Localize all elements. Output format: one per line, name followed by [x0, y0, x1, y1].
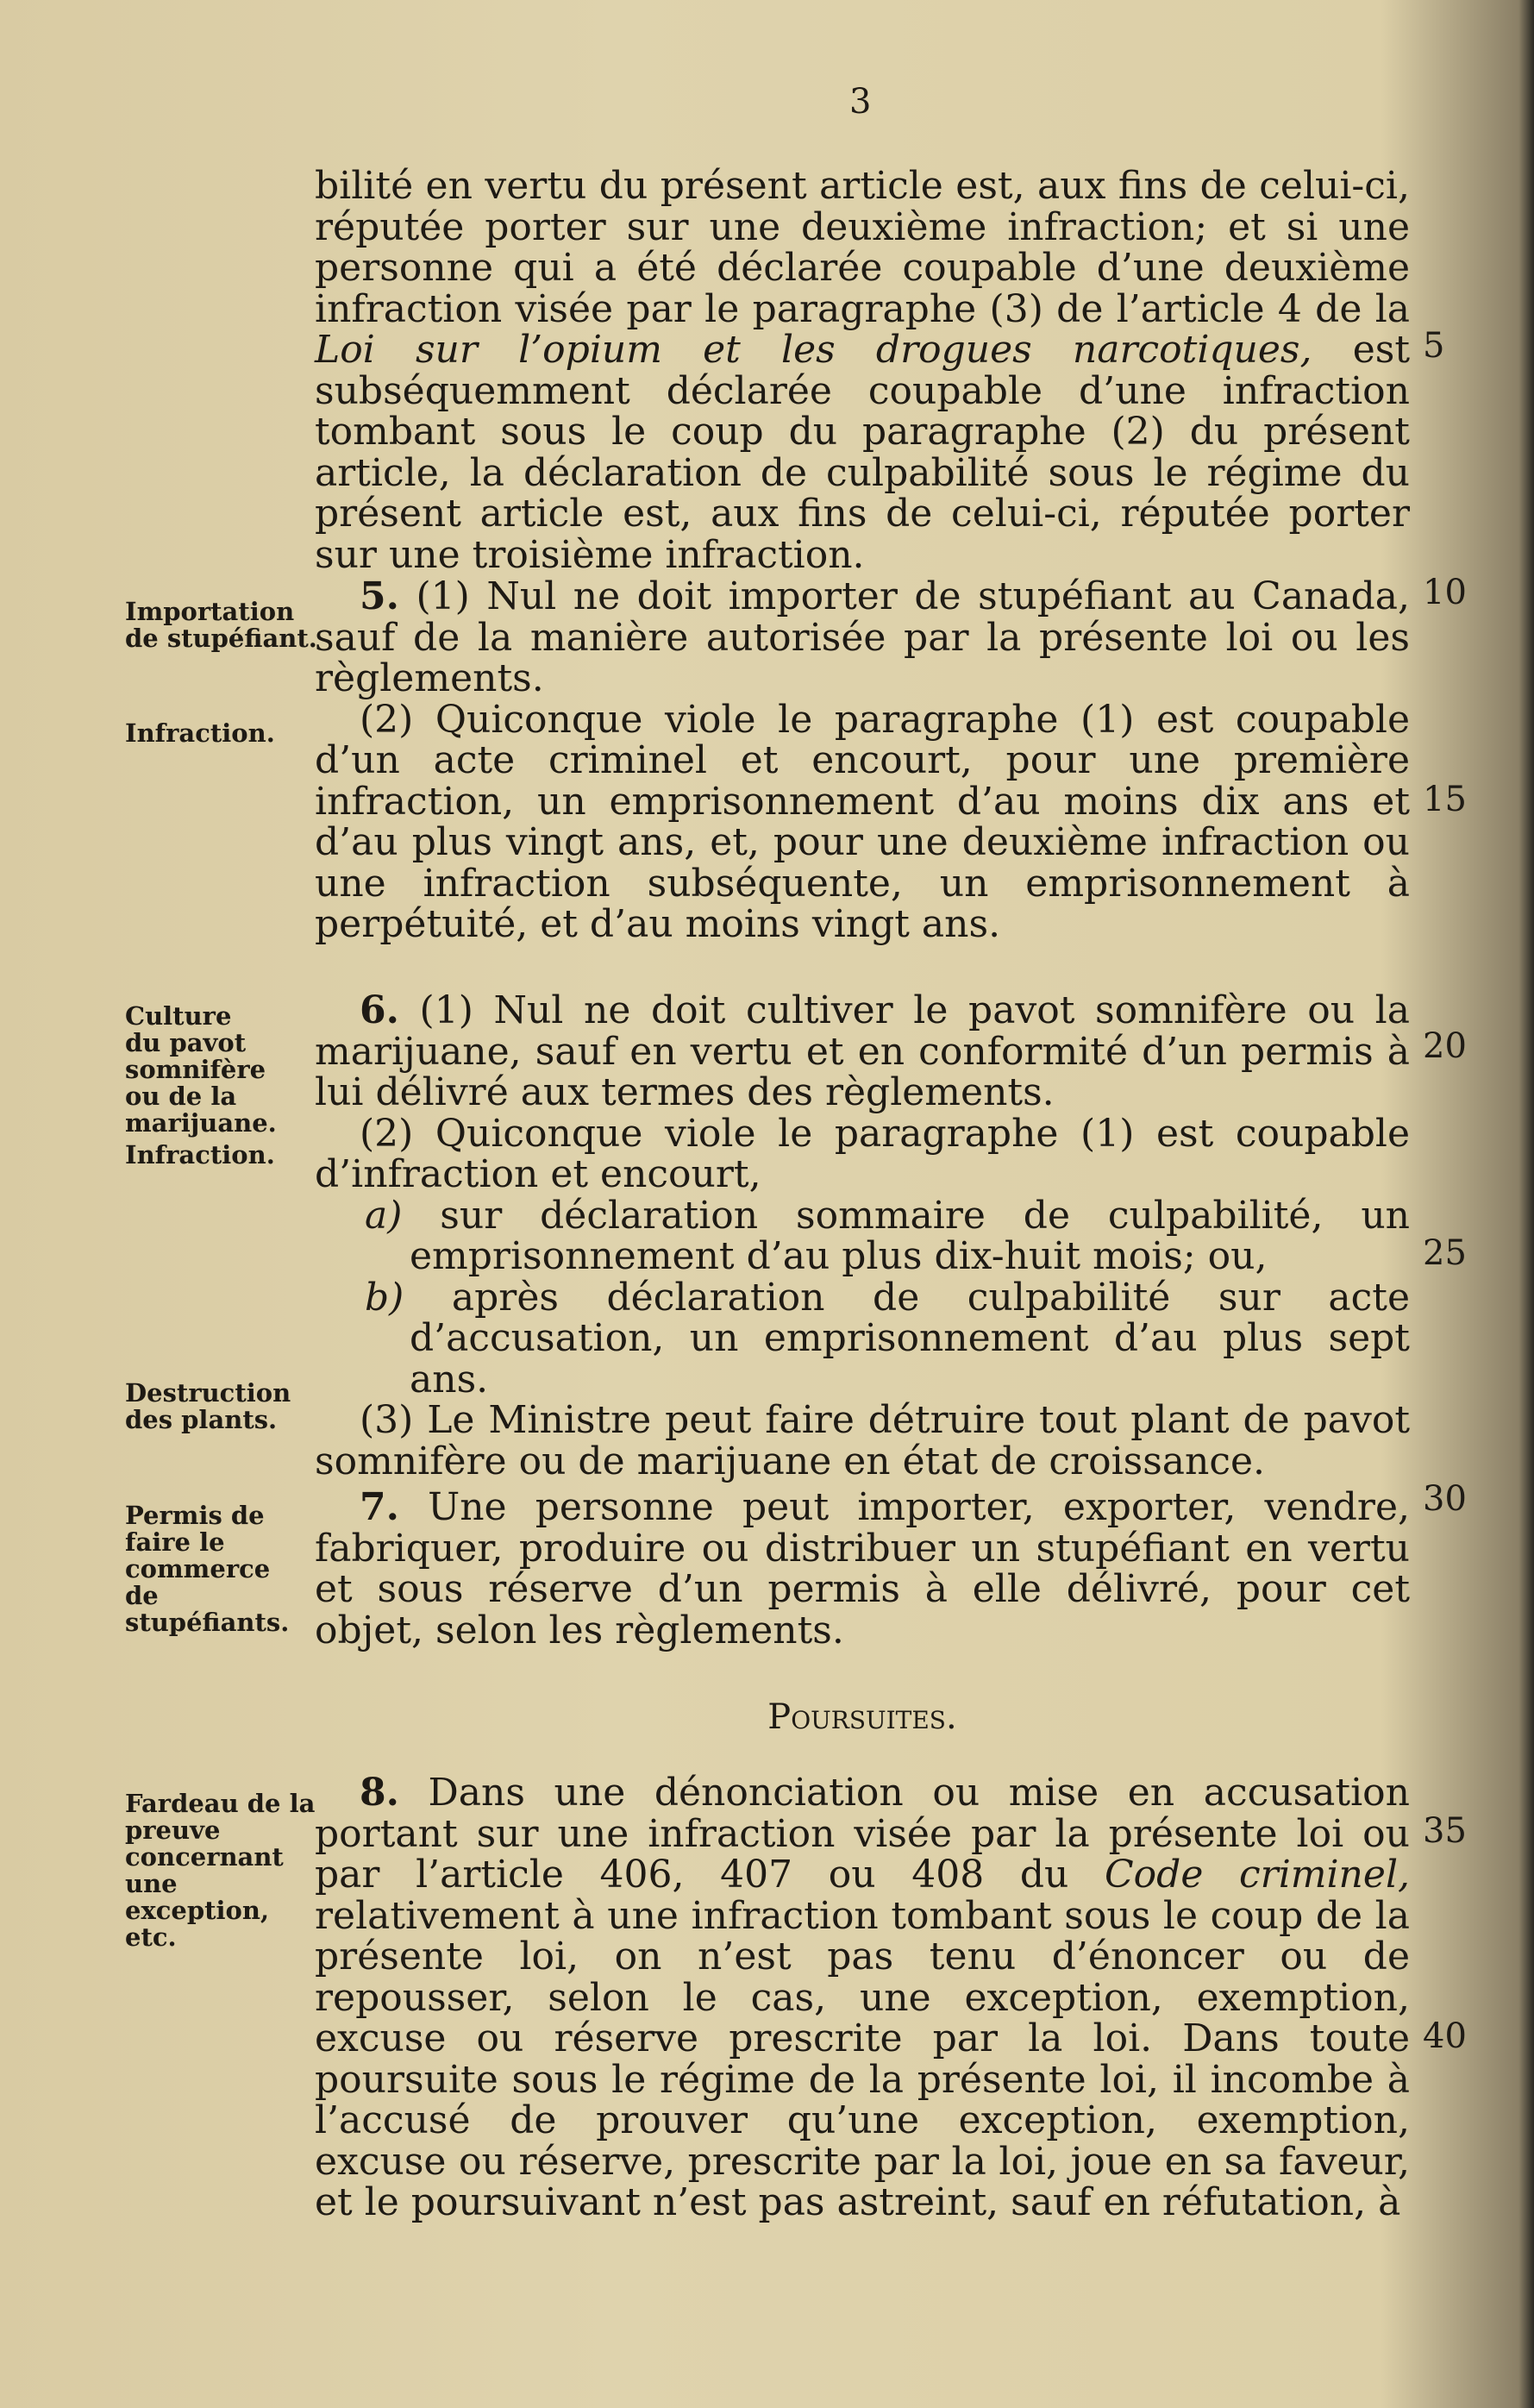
line-number: 5 — [1423, 326, 1445, 366]
section-heading: Poursuites. — [767, 1697, 957, 1737]
margin-note-infraction: Infraction. — [125, 718, 275, 748]
margin-note-destruction: Destruction des plants. — [125, 1378, 291, 1434]
margin-note-importation: Importation de stupéfiant. — [125, 597, 317, 653]
margin-note-fardeau: Fardeau de la preuve concernant une exception, etc. — [125, 1789, 316, 1952]
section-5: 5. (1) Nul ne doit importer de stupéfiant au Canada, sauf de la manière autorisée par la présente loi ou les règlements. (2) Quiconque viole le paragraphe (1) est coupable d’un acte criminel et encourt, pour une première infraction, un emprisonnement d’au moins dix ans et d’au plus vingt ans, et, pour une deuxième infraction ou une infraction subséquente, un emprisonnement à perpétuité, et d’au moins vingt ans. — [315, 574, 1410, 946]
margin-note-culture: Culture du pavot somnifère ou de la marijuane. — [125, 1001, 277, 1138]
line-number: 40 — [1423, 2016, 1467, 2056]
line-number: 35 — [1423, 1811, 1467, 1851]
line-number: 20 — [1423, 1026, 1467, 1066]
section-8: 8. Dans une dénonciation ou mise en accusation portant sur une infraction visée par la présente loi ou par l’article 406, 407 ou 408 du Code criminel, relativement à une infraction tombant sous le coup de la présente loi, on n’est pas tenu d’énoncer ou de repousser, selon le cas, une exception, exemption, excuse ou réserve prescrite par la loi. Dans toute poursuite sous le régime de la présente loi, il incombe à l’accusé de prouver qu’une exception, exemption, excuse ou réserve, prescrite par la loi, joue en sa faveur, et le poursuivant n’est pas astreint, sauf en réfutation, à — [315, 1771, 1410, 2224]
line-number: 25 — [1423, 1233, 1467, 1273]
page-number: 3 — [849, 82, 872, 122]
line-number: 10 — [1423, 573, 1467, 612]
margin-note-infraction-2: Infraction. — [125, 1140, 275, 1170]
line-number: 15 — [1423, 780, 1467, 819]
continuation-paragraph: bilité en vertu du présent article est, aux fins de celui-ci, réputée porter sur une deuxième infraction; et si une personne qui a été déclarée coupable d’une deuxième infraction visée par le paragraphe (3) de l’article 4 de la Loi sur l’opium et les drogues narcotiques, est subséquemment déclarée coupable d’une infraction tombant sous le coup du paragraphe (2) du présent article, la déclaration de culpabilité sous le régime du présent article est, aux fins de celui-ci, réputée porter sur une troisième infraction. — [315, 164, 1410, 577]
section-7: 7. Une personne peut importer, exporter, vendre, fabriquer, produire ou distribuer un stupéfiant en vertu et sous réserve d’un permis à elle délivré, pour cet objet, selon les règlements. — [315, 1485, 1410, 1652]
section-6: 6. (1) Nul ne doit cultiver le pavot somnifère ou la marijuane, sauf en vertu et en conformité d’un permis à lui délivré aux termes des règlements. (2) Quiconque viole le paragraphe (1) est coupable d’infraction et encourt, a) sur déclaration sommaire de culpabilité, un emprisonnement d’au plus dix-huit mois; ou, b) après déclaration de culpabilité sur acte d’accusation, un emprisonnement d’au plus sept ans. (3) Le Ministre peut faire détruire tout plant de pavot somnifère ou de marijuane en état de croissance. — [315, 988, 1410, 1483]
line-number: 30 — [1423, 1479, 1467, 1519]
margin-note-permis: Permis de faire le commerce de stupéfiants. — [125, 1501, 290, 1637]
